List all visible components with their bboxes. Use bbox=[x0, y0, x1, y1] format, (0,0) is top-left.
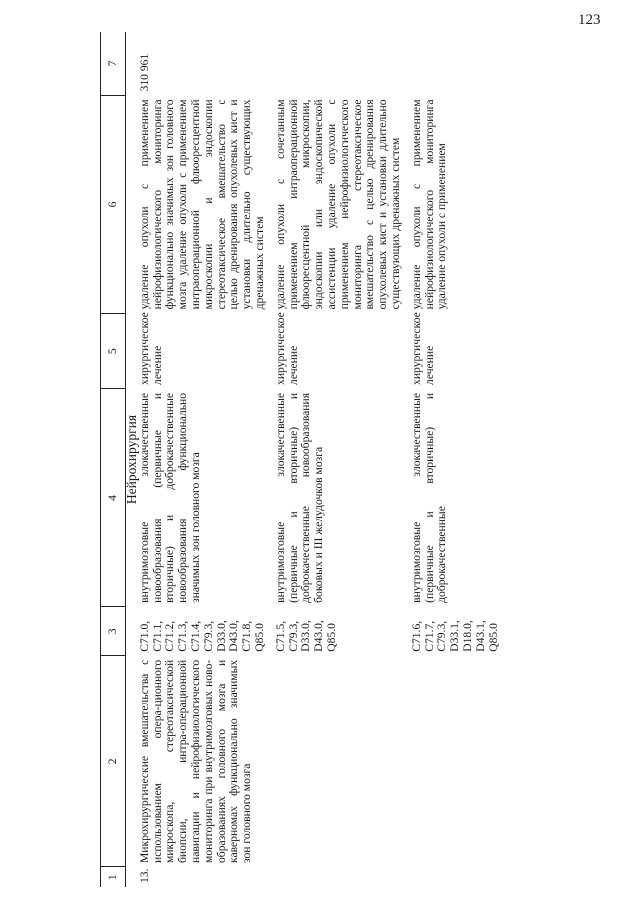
treatment-method: удаление опухоли с применением нейрофизиологического мониторинга функционально значимых зон головного мозга удаление опухоли с применением интраоперационной флюоресцентной микроскопии и эндоскопии стереотаксическое вмешательство с целью дренирования опухолевых кист и установки длительно существующих дренажных систем bbox=[137, 99, 266, 310]
column-header: 2 bbox=[101, 656, 126, 867]
procedure-name bbox=[411, 656, 501, 867]
section-row bbox=[126, 32, 139, 887]
column-header: 5 bbox=[101, 313, 126, 389]
cost-value bbox=[275, 32, 403, 95]
diagnosis-codes: C71.5, C79.3, D33.0, D43.0, Q85.0 bbox=[273, 620, 338, 652]
patient-model: внутримозговые злокачественные новообразования (первичные и вторичные) и доброкачественные новообразования функционально значимых зон головного мозга bbox=[137, 392, 202, 603]
treatment-type: хирургическое лечение bbox=[273, 312, 300, 385]
column-header: 7 bbox=[101, 32, 126, 95]
rotated-page-content bbox=[100, 32, 630, 887]
treatment-method: удаление опухоли с применением нейрофизиологического мониторинга удаление опухоли с применением bbox=[409, 99, 449, 310]
column-header: 3 bbox=[101, 607, 126, 656]
table-row bbox=[275, 32, 403, 887]
procedure-name bbox=[275, 656, 403, 867]
table-row bbox=[411, 32, 501, 887]
treatment-method: удаление опухоли с сочетанным применением интраоперационной флюоресцентной микроскопии, эндоскопии или эндоскопической ассистенции удаление опухоли с применением нейрофизиологического мониторинга стереотаксическое вмешательство с целью дренирования опухолевых кист и установки длительно существующих дренажных систем bbox=[273, 99, 402, 310]
cost-value: 310 961 bbox=[137, 53, 151, 92]
diagnosis-codes: C71.0, C71.1, C71.2, C71.3, C71.4, C79.3, D33.0, D43.0, C71.8, Q85.0 bbox=[137, 620, 266, 652]
patient-model: внутримозговые злокачественные (первичные и вторичные) и доброкачественные bbox=[409, 392, 449, 603]
patient-model: внутримозговые злокачественные (первичные и вторичные) и доброкачественные новообразования боковых и III желудочков мозга bbox=[273, 392, 326, 603]
diagnosis-codes: C71.6, C71.7, C79.3, D33.1, D18.0, D43.1, Q85.0 bbox=[409, 620, 500, 652]
section-title: Нейрохирургия bbox=[124, 414, 139, 505]
table-row bbox=[139, 32, 267, 887]
treatment-type: хирургическое лечение bbox=[409, 312, 436, 385]
procedures-table bbox=[100, 32, 500, 887]
procedure-name: Микрохирургические вмешательства с использованием опера-ционного микроскопа, стереотаксической биопсии, интра-операционной навигации и нейрофизиологического мониторинга при внутримозговых ново-образованиях головного мозга и каверномах функционально значимых зон головного мозга bbox=[137, 659, 254, 863]
row-number: 13. bbox=[137, 868, 151, 883]
column-header: 1 bbox=[101, 867, 126, 887]
row-number bbox=[275, 867, 403, 887]
cost-value bbox=[411, 32, 501, 95]
page-number: 123 bbox=[578, 12, 601, 28]
column-number-row bbox=[101, 32, 126, 887]
treatment-type: хирургическое лечение bbox=[137, 312, 164, 385]
column-header: 4 bbox=[101, 389, 126, 607]
row-number bbox=[411, 867, 501, 887]
column-header: 6 bbox=[101, 95, 126, 313]
